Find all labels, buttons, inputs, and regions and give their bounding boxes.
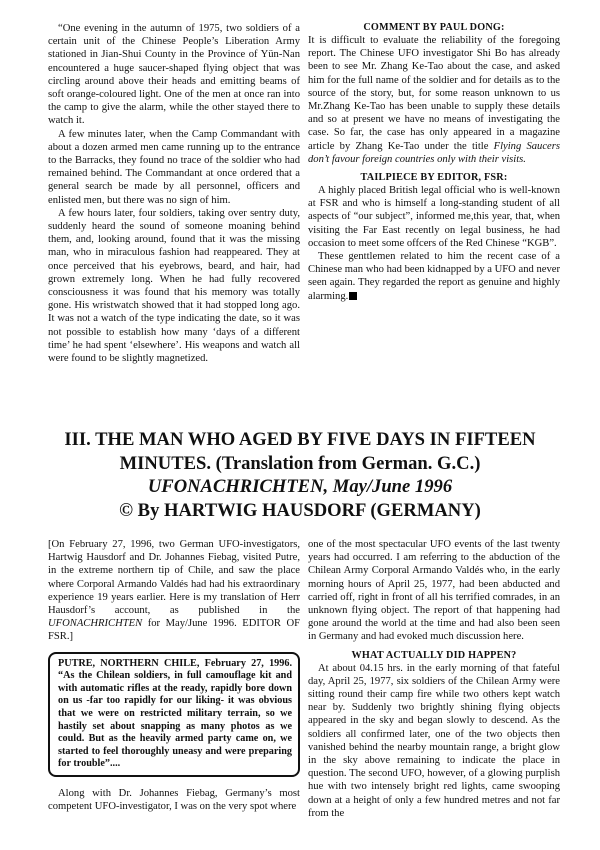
intro-paragraph: [48, 538, 300, 644]
intro-text-end: for May/June 1996. EDITOR OF FSR.]: [48, 618, 300, 643]
end-mark-icon: [349, 292, 357, 300]
tailpiece-paragraph: [308, 250, 560, 303]
paragraph: one of the most spectacular UFO events of the last twenty years had occurred. I am referring to the abduction of the Chilean Army Corporal Armando Valdés who, in the early morning hours of April 25, 1977, had been abducted and carried off, right in front of all his terrified comrades, in an unknown flying object. The report of that happening had gone around the world at the time and had also been seen in Germany and had evoked much discussion here.: [308, 539, 560, 643]
source-line: UFONACHRICHTEN, May/June 1996: [147, 476, 453, 497]
byline: © By HARTWIG HAUSDORF (GERMANY): [119, 499, 481, 521]
tailpiece-heading: TAILPIECE BY EDITOR, FSR:: [360, 172, 508, 184]
comment-paragraph: [308, 34, 560, 166]
paragraph: “One evening in the autumn of 1975, two soldiers of a certain unit of the Chinese People’s Liberation Army stationed in Jian-Shui County in the Province of Yün-Nan encountered a huge saucer-shaped flying object that was circling around above their heads and emitting beams of soft orange-coloured light. One of the men at once ran into the camp to give the alarm, while the other stayed there to watch it.: [48, 23, 300, 127]
comment-text: It is difficult to evaluate the reliability of the foregoing report. The Chinese UFO investigator Shi Bo has already been to see Mr. Zhang Ke-Tao about the case, and asked him for the full name of the soldier and for details as to the source of the story, but, for some reason unknown to us Mr.Zhang Ke-Tao has been unable to supply these details and so at present we have no means of investigating the case. So far, the case has only appeared in a magazine article by Zhang Ke-Tao under the title: [308, 35, 560, 152]
article-title: [30, 428, 570, 522]
title-line: III. THE MAN WHO AGED BY FIVE DAYS IN FIFTEEN: [64, 429, 536, 450]
quote-text: “As the Chilean soldiers, in full camouflage kit and with automatic rifles at the ready, rapidly bore down on us -far too rapidly for our liking- it was obvious that we were on restricted military terrain, so we hastily set about snapping as many photos as we could. But as the heavily armed party came on, we started to feel thoroughly uneasy and were preparing for trouble”....: [58, 670, 292, 770]
paragraph: At about 04.15 hrs. in the early morning of that fateful day, April 25, 1977, six soldiers of the Chilean Army were sitting round their camp fire while two others kept watch near by. Suddenly two brightly shining flying objects appeared in the sky and began slowly to descend. As the soldiers all confirmed later, one of the two objects then vanished behind the nearby mountain range, a bright glow in the sky above remaining to indicate the place in question. The second UFO, however, of a glowing purplish hue with two intensely bright red lights, came swooping down at a height of only a few hundred metres and not far from the: [308, 662, 560, 819]
comment-heading: COMMENT BY PAUL DONG:: [363, 22, 505, 33]
dateline: PUTRE, NORTHERN CHILE, February 27, 1996.: [58, 657, 292, 669]
paragraph: A few minutes later, when the Camp Commandant with about a dozen armed men came running up to the entrance to the Barracks, they found no trace of the soldier who had remained behind. The Commandant at once ordered that a general search be made by all personnel, officers and enlisted men, but there was no sign of him.: [48, 128, 300, 206]
quote-box: [48, 652, 300, 777]
paragraph: Along with Dr. Johannes Fiebag, Germany’s most competent UFO-investigator, I was on the very spot where: [48, 787, 300, 813]
title-line: MINUTES. (Translation from German. G.C.): [119, 452, 481, 474]
bottom-right-column: [308, 538, 560, 820]
section-heading: WHAT ACTUALLY DID HAPPEN?: [351, 649, 517, 661]
top-left-column: [48, 22, 300, 365]
tailpiece-text: These genttlemen related to him the recent case of a Chinese man who had been kidnapped by a UFO and never seen again. They regarded the report as genuine and highly alarming.: [308, 251, 560, 302]
tailpiece-paragraph: A highly placed British legal official who is well-known at FSR and who is himself a long-standing student of all aspects of “our subject”, informed me,this year, that, when visiting the Far East recently on legal business, he had occasion to meet some offcers of the Red Chinese “KGB”.: [308, 185, 560, 249]
intro-text: [On February 27, 1996, two German UFO-investigators, Hartwig Hausdorf and Dr. Johannes Fiebag, visited Putre, in the extreme northern tip of Chile, and saw the place where Corporal Armando Valdés had had his extraordinary experience 19 years earlier. Here is my translation of Herr Hausdorf’s account, as published in the: [48, 539, 300, 617]
comment-article-title: Flying Saucers don’t favour foreign countries only with their visits.: [308, 140, 560, 165]
intro-source: UFONACHRICHTEN: [48, 618, 143, 630]
quote-box-text: [58, 658, 292, 771]
paragraph: A few hours later, four soldiers, taking over sentry duty, suddenly heard the sound of someone moaning behind them, and, looking around, found that it was the missing man, who in miraculous fashion had reappeared. They at once perceived that his eyebrows, beard, and hair, had grown extremely long. When he had fully recovered consciousness it was found that his memory was totally gone. His wristwatch showed that it had stopped long ago. It was not a watch of the type indicating the date, so it was not possible to establish how many ‘days of a different time’ he had spent ‘elsewhere’. His weapons and watch all were found to be slightly magnetized.: [48, 207, 300, 365]
bottom-left-column: [48, 538, 300, 813]
top-right-column: [308, 22, 560, 303]
